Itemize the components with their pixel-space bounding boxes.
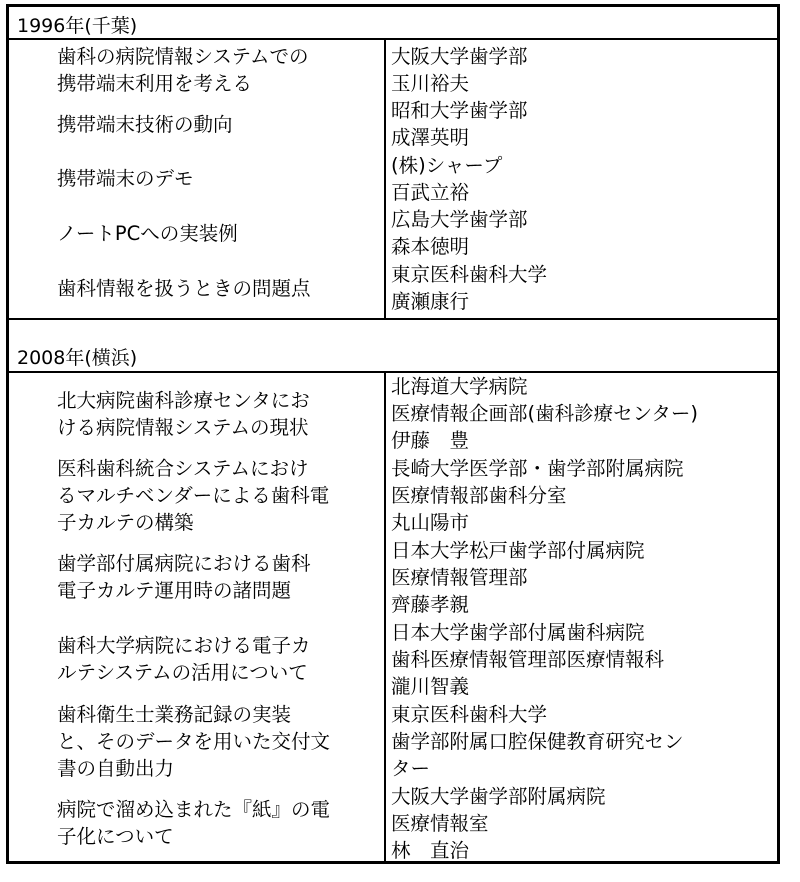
topic-2008-1: 北大病院歯科診療センタにお ける病院情報システムの現状	[57, 389, 310, 439]
topic-1996-3: 携帯端末のデモ	[57, 167, 194, 190]
topic-1996-2: 携帯端末技術の動向	[57, 113, 233, 136]
section-title-2008: 2008年(横浜)	[17, 347, 138, 369]
program-table	[6, 4, 780, 864]
affiliation-1996-5: 東京医科歯科大学 廣瀬康行	[391, 263, 548, 313]
topic-1996-4: ノートPCへの実装例	[57, 222, 238, 245]
affiliation-2008-5: 東京医科歯科大学 歯学部附属口腔保健教育研究セン ター	[391, 703, 684, 780]
affiliation-2008-4: 日本大学歯学部付属歯科病院 歯科医療情報管理部医療情報科 瀧川智義	[391, 621, 665, 698]
affiliation-1996-4: 広島大学歯学部 森本徳明	[391, 208, 528, 258]
column-divider	[384, 371, 386, 863]
topic-1996-5: 歯科情報を扱うときの問題点	[57, 277, 311, 300]
topic-2008-3: 歯学部付属病院における歯科 電子カルテ運用時の諸問題	[57, 552, 311, 602]
topic-1996-1: 歯科の病院情報システムでの 携帯端末利用を考える	[57, 45, 309, 95]
affiliation-1996-1: 大阪大学歯学部 玉川裕夫	[391, 45, 528, 95]
topic-2008-2: 医科歯科統合システムにおけ るマルチベンダーによる歯科電 子カルテの構築	[57, 457, 330, 534]
affiliation-2008-6: 大阪大学歯学部附属病院 医療情報室 林 直治	[391, 785, 606, 862]
affiliation-1996-2: 昭和大学歯学部 成澤英明	[391, 99, 528, 149]
topic-2008-4: 歯科大学病院における電子カ ルテシステムの活用について	[57, 634, 311, 684]
affiliation-2008-2: 長崎大学医学部・歯学部附属病院 医療情報部歯科分室 丸山陽市	[391, 457, 684, 534]
affiliation-2008-1: 北海道大学病院 医療情報企画部(歯科診療センター) 伊藤 豊	[391, 375, 698, 452]
divider	[9, 318, 777, 320]
section-title-1996: 1996年(千葉)	[17, 15, 138, 37]
divider	[9, 38, 777, 40]
affiliation-2008-3: 日本大学松戸歯学部付属病院 医療情報管理部 齊藤孝親	[391, 539, 645, 616]
topic-2008-5: 歯科衛生士業務記録の実装 と、そのデータを用いた交付文 書の自動出力	[57, 703, 331, 780]
affiliation-1996-3: (株)シャープ 百武立裕	[391, 154, 503, 204]
topic-2008-6: 病院で溜め込まれた『紙』の電 子化について	[57, 798, 331, 848]
